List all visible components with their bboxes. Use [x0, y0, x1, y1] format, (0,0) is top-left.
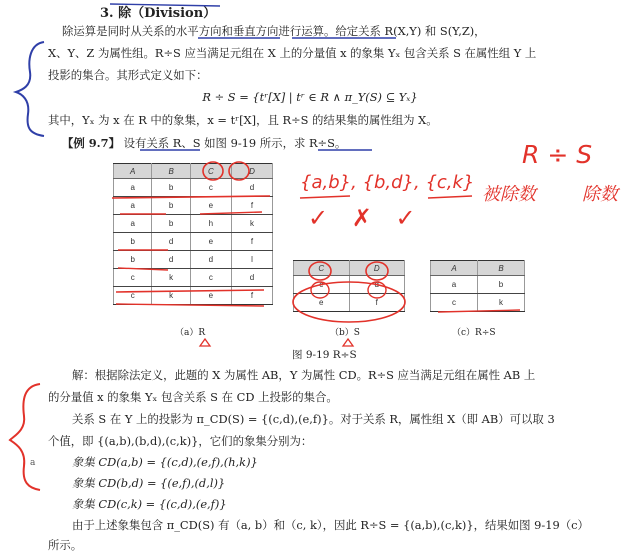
image-set-ck: 象集 CD(c,k) = {(c,d),(e,f)} — [72, 497, 227, 511]
cell: c — [294, 276, 350, 294]
header-cell: B — [152, 164, 190, 179]
header-cell: B — [478, 261, 525, 276]
cell: b — [152, 215, 190, 233]
left-brace-blue — [16, 42, 44, 136]
table-row — [114, 233, 273, 251]
underline-red — [428, 196, 472, 198]
section-heading: 3. 除（Division） — [100, 6, 217, 21]
header-cell: A — [431, 261, 478, 276]
cell: k — [231, 215, 272, 233]
solution-line-4: 个值，即 {(a,b),(b,d),(c,k)}，它们的象集分别为： — [48, 434, 313, 448]
cell: h — [190, 215, 231, 233]
table-header-row — [114, 164, 273, 179]
cell: b — [152, 179, 190, 197]
cell: f — [349, 294, 405, 312]
cell: c — [114, 287, 152, 305]
cell: e — [190, 287, 231, 305]
cell: d — [231, 179, 272, 197]
cell: a — [114, 179, 152, 197]
solution-line-2: 的分量值 x 的象集 Yₓ 包含关系 S 在 CD 上投影的集合。 — [48, 390, 338, 404]
cell: f — [231, 197, 272, 215]
cell: k — [478, 294, 525, 312]
example-text: 设有关系 R、S 如图 9-19 所示，求 R÷S。 — [123, 136, 347, 150]
definition-line-4: 其中，Yₓ 为 x 在 R 中的象集，x = tʳ[X]，且 R÷S 的结果集的属性组为 X。 — [48, 113, 438, 127]
cell: d — [349, 276, 405, 294]
underline-red — [300, 196, 350, 198]
table-row — [114, 197, 273, 215]
cell: c — [190, 179, 231, 197]
cell: e — [190, 197, 231, 215]
cell: a — [114, 215, 152, 233]
cell: d — [152, 233, 190, 251]
solution-line-3: 关系 S 在 Y 上的投影为 π_CD(S) = {(c,d),(e,f)}。对于关系 R，属性组 X（即 AB）可以取 3 — [72, 412, 555, 426]
division-formula: R ÷ S = {tʳ[X] | tʳ ∈ R ∧ π_Y(S) ⊆ Yₓ} — [202, 90, 418, 104]
table-s — [293, 260, 405, 312]
table-row — [431, 294, 525, 312]
figure-caption: 图 9-19 R÷S — [292, 349, 357, 361]
header-cell: C — [190, 164, 231, 179]
definition-line-2: X、Y、Z 为属性组。R÷S 应当满足元组在 X 上的分量值 x 的象集 Yₓ 包含关系 S 在属性组 Y 上 — [48, 46, 537, 60]
image-set-ab: 象集 CD(a,b) = {(c,d),(e,f),(h,k)} — [72, 455, 258, 469]
cell: b — [478, 276, 525, 294]
table-row — [114, 179, 273, 197]
table-row — [114, 269, 273, 287]
solution-line-5: 由于上述象集包含 π_CD(S) 有（a, b）和（c, k），因此 R÷S = {(a,b),(c,k)}，结果如图 9-19（c） — [72, 518, 589, 532]
cell: k — [152, 287, 190, 305]
cell: c — [190, 269, 231, 287]
annotation-formula: R ÷ S — [522, 140, 593, 169]
image-set-bd: 象集 CD(b,d) = {(e,f),(d,l)} — [72, 476, 226, 490]
header-cell: A — [114, 164, 152, 179]
annotation-tuples: {a,b}, {b,d}, {c,k} — [300, 172, 475, 193]
annotation-checks: ✓ ✗ ✓ — [308, 204, 424, 232]
example-heading — [62, 136, 346, 151]
definition-line-1: 除运算是同时从关系的水平方向和垂直方向进行运算。给定关系 R(X,Y) 和 S(Y,Z)， — [62, 24, 486, 38]
cell: e — [190, 233, 231, 251]
table-result — [430, 260, 525, 312]
header-cell: D — [231, 164, 272, 179]
cell: c — [114, 269, 152, 287]
cell: f — [231, 233, 272, 251]
caption-result: （c）R÷S — [452, 328, 496, 338]
cell: b — [152, 197, 190, 215]
header-cell: D — [349, 261, 405, 276]
caption-r: （a）R — [175, 328, 206, 338]
cell: e — [294, 294, 350, 312]
annotation-divisor: 除数 — [582, 184, 618, 205]
table-row — [294, 276, 405, 294]
table-row — [114, 251, 273, 269]
table-row — [294, 294, 405, 312]
annotation-dividend: 被除数 — [482, 184, 536, 205]
cell: d — [152, 251, 190, 269]
table-r — [113, 163, 273, 305]
cell: c — [431, 294, 478, 312]
cell: d — [231, 269, 272, 287]
table-row — [431, 276, 525, 294]
solution-line-1: 解：根据除法定义，此题的 X 为属性 AB，Y 为属性 CD。R÷S 应当满足元组在属性 AB 上 — [72, 368, 536, 382]
table-header-row — [294, 261, 405, 276]
cell: k — [152, 269, 190, 287]
triangle-mark — [343, 339, 353, 346]
solution-line-6: 所示。 — [48, 538, 83, 552]
cell: d — [190, 251, 231, 269]
cell: f — [231, 287, 272, 305]
caption-s: （b）S — [330, 328, 360, 338]
header-cell: C — [294, 261, 350, 276]
definition-line-3: 投影的集合。其形式定义如下： — [48, 68, 208, 82]
cell: a — [114, 197, 152, 215]
cell: b — [114, 233, 152, 251]
cell: l — [231, 251, 272, 269]
table-row — [114, 287, 273, 305]
triangle-mark — [200, 339, 210, 346]
cell: b — [114, 251, 152, 269]
example-label: 【例 9.7】 — [62, 136, 120, 150]
cell: a — [431, 276, 478, 294]
side-mark: a — [30, 458, 36, 468]
left-brace-red — [10, 384, 40, 490]
table-header-row — [431, 261, 525, 276]
table-row — [114, 215, 273, 233]
